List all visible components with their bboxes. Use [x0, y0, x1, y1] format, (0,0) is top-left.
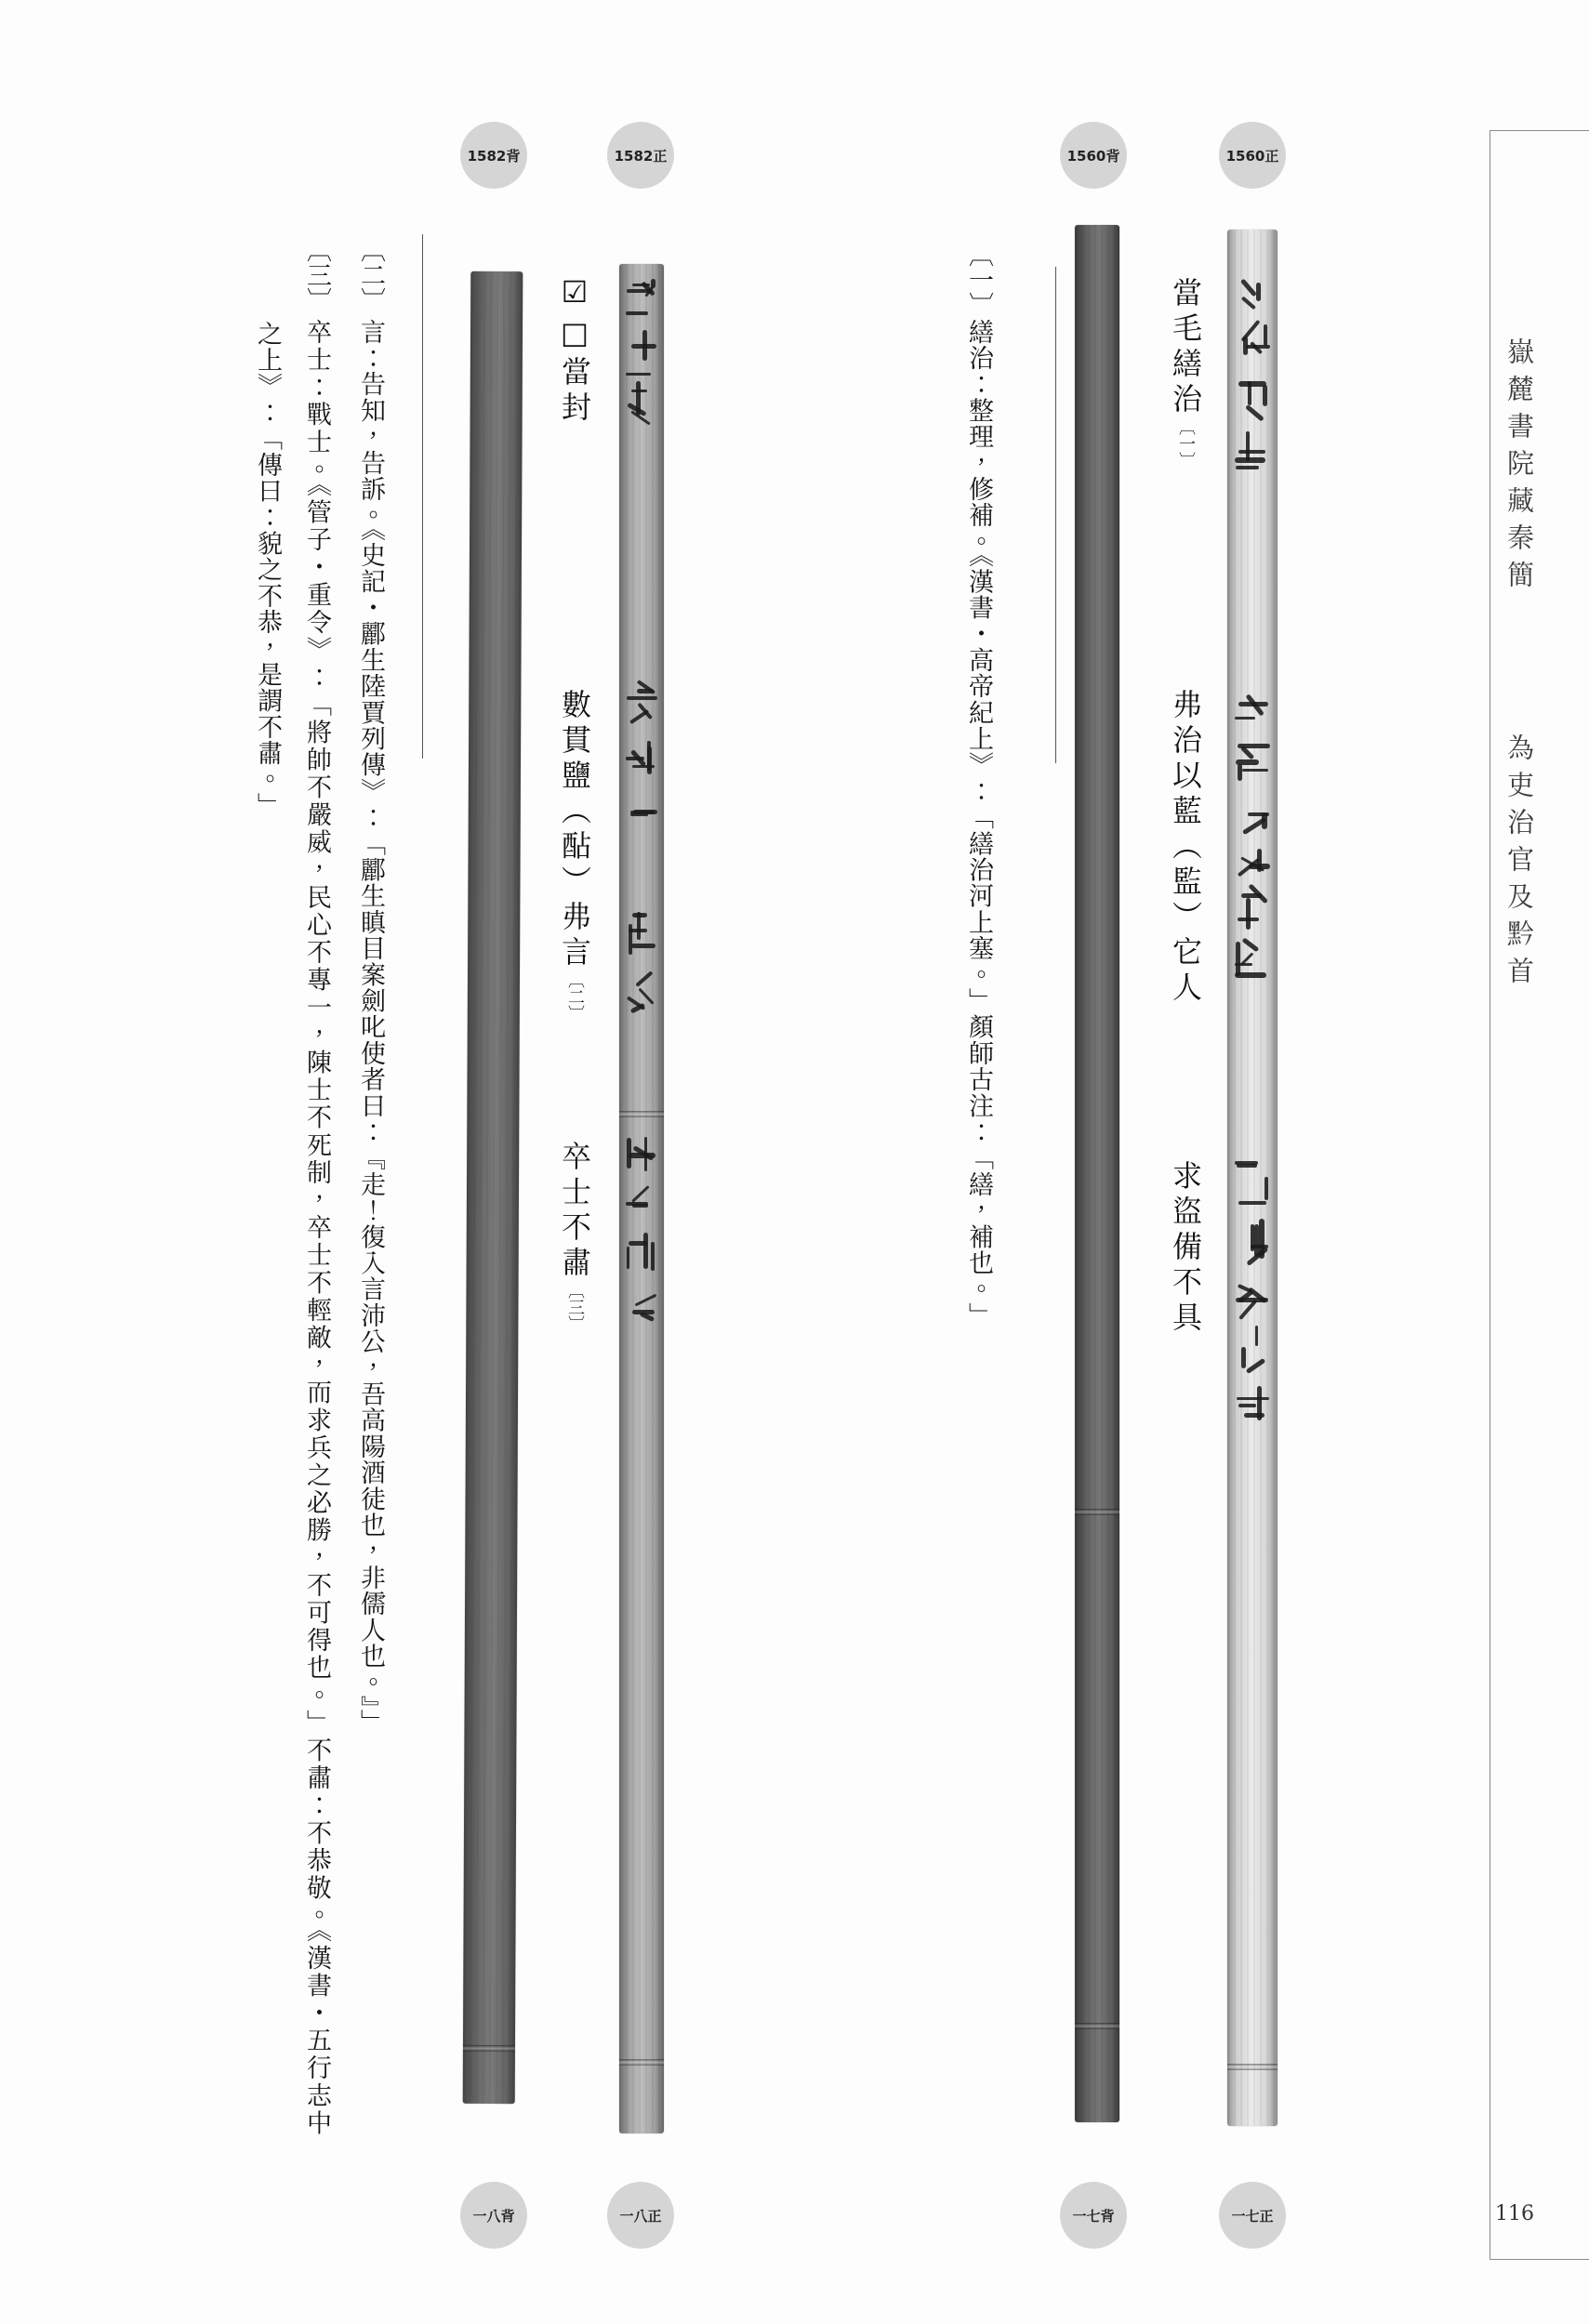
slip-1560-front-sequence: 一七正	[1219, 2182, 1286, 2249]
ink-stroke	[1243, 337, 1249, 355]
bamboo-slip-1582-back	[463, 271, 523, 2104]
ink-stroke	[1263, 385, 1267, 407]
ink-glyph	[626, 1130, 658, 1171]
note-reference: 〔三〕	[565, 1282, 585, 1332]
note-reference: 〔二〕	[565, 971, 585, 1022]
ink-stroke	[1246, 898, 1251, 930]
ink-stroke	[642, 330, 647, 361]
ink-glyph	[1235, 941, 1271, 982]
ink-stroke	[1236, 1298, 1268, 1302]
ink-glyph	[626, 1181, 658, 1221]
note-separator-rule	[1055, 267, 1056, 763]
ink-stroke	[631, 944, 655, 948]
slip-1560-back-sequence: 一七背	[1060, 2182, 1127, 2249]
slip-1582-back-number: 1582背	[460, 122, 527, 189]
slip-node	[619, 2059, 664, 2066]
ink-stroke	[629, 1153, 655, 1158]
transcription-1560-segment	[1167, 689, 1204, 1007]
transcription-1582-segment	[556, 274, 593, 427]
ink-stroke	[627, 1247, 629, 1269]
ink-stroke	[1238, 450, 1266, 453]
ink-glyph	[626, 787, 658, 832]
slip-node	[1075, 1509, 1119, 1515]
slip-node	[1075, 2023, 1119, 2029]
ink-stroke	[627, 696, 657, 700]
slip-1560-front-number: 1560正	[1219, 122, 1286, 189]
ink-stroke	[1235, 457, 1265, 463]
ink-stroke	[1240, 746, 1254, 760]
ink-stroke	[1238, 918, 1259, 922]
ink-glyph	[1235, 841, 1271, 882]
ink-stroke	[1244, 1413, 1265, 1418]
ink-stroke	[1238, 702, 1268, 706]
ink-glyph	[1235, 1160, 1271, 1205]
note-3-text: 卒士：戰士。《管子・重令》：「將帥不嚴威，民心不專一，陳士不死制，卒士不輕敵，而求兵之必勝，不可得也。」不肅：不恭敬。《漢書・五行志中	[302, 319, 331, 2138]
ink-glyph	[626, 733, 658, 778]
ink-stroke	[1246, 1358, 1265, 1374]
ink-stroke	[1256, 283, 1261, 301]
ink-stroke	[631, 1185, 649, 1203]
ink-stroke	[636, 971, 655, 987]
ink-stroke	[1264, 324, 1267, 346]
ink-glyph	[1235, 271, 1271, 314]
ink-glyph	[626, 679, 658, 723]
ink-glyph	[1235, 1270, 1271, 1314]
ink-glyph	[1235, 693, 1271, 734]
ink-glyph	[626, 373, 658, 424]
book-title: 嶽麓書院藏秦簡	[1503, 337, 1535, 598]
transcription-text: 求盜備不具	[1168, 1160, 1203, 1337]
note-1-number: 〔一〕	[964, 242, 993, 317]
ink-glyph	[1235, 891, 1271, 931]
ink-glyph	[1235, 743, 1271, 784]
transcription-text: ☑□當封	[557, 274, 592, 427]
ink-stroke	[643, 1233, 648, 1269]
slip-1582-back-sequence: 一八背	[460, 2182, 527, 2249]
note-3-text-continued: 之上》：「傳曰：貌之不恭，是謂不肅。」	[253, 321, 282, 819]
ink-stroke	[626, 373, 651, 376]
bamboo-slip-1582-front	[619, 264, 664, 2133]
ink-stroke	[629, 1241, 647, 1246]
note-2-text: 言：告知，告訴。《史記・酈生陸賈列傳》：「酈生瞋目案劍叱使者曰：『走！復入言沛公，吾高陽酒徒也，非儒人也。』」	[356, 319, 385, 1736]
ink-stroke	[1255, 1326, 1259, 1346]
transcription-1560-segment	[1167, 1160, 1204, 1337]
ink-stroke	[1235, 972, 1265, 978]
ink-glyph	[1235, 1380, 1271, 1424]
ink-stroke	[1238, 1300, 1257, 1320]
ink-stroke	[639, 988, 655, 1005]
ink-glyph	[626, 273, 658, 293]
ink-stroke	[630, 813, 648, 816]
ink-stroke	[632, 913, 647, 917]
bamboo-slip-1560-front	[1227, 230, 1278, 2126]
ink-stroke	[632, 1310, 655, 1315]
ink-stroke	[626, 311, 648, 315]
ink-glyph	[1235, 324, 1271, 366]
slip-1582-front-sequence: 一八正	[607, 2182, 674, 2249]
ink-glyph	[1235, 1325, 1271, 1369]
slip-node	[619, 1111, 664, 1117]
transcription-1582-segment	[556, 689, 593, 1022]
ink-stroke	[1245, 404, 1265, 422]
transcription-text: 當毛繕治	[1168, 277, 1203, 418]
ink-stroke	[1241, 1347, 1247, 1369]
ink-glyph	[1235, 376, 1271, 418]
ink-stroke	[1248, 812, 1268, 816]
ink-stroke	[1238, 1201, 1266, 1206]
note-2-number: 〔二〕	[356, 237, 385, 312]
ink-glyph	[626, 969, 658, 1017]
ink-stroke	[1246, 431, 1250, 461]
note-separator-rule	[422, 234, 423, 759]
ink-stroke	[1251, 1245, 1268, 1248]
ink-glyph	[1235, 427, 1271, 469]
note-reference: 〔一〕	[1176, 418, 1196, 469]
ink-glyph	[626, 1231, 658, 1272]
ink-stroke	[1236, 466, 1259, 469]
ink-stroke	[1236, 942, 1240, 976]
ink-stroke	[1242, 769, 1268, 772]
ink-stroke	[632, 284, 650, 286]
transcription-text: 數貫鹽（酟）弗言	[557, 689, 592, 971]
note-3-number: 〔三〕	[302, 237, 331, 312]
slip-1582-front-number: 1582正	[607, 122, 674, 189]
transcription-1560-segment	[1167, 277, 1204, 469]
ink-stroke	[634, 1294, 656, 1307]
page-number: 116	[1495, 2202, 1534, 2225]
ink-stroke	[1242, 937, 1260, 952]
ink-glyph	[626, 909, 658, 957]
ink-stroke	[1238, 1404, 1255, 1408]
slip-node	[463, 2045, 515, 2052]
ink-stroke	[1238, 1284, 1252, 1293]
ink-stroke	[1265, 1177, 1267, 1200]
bamboo-slip-1560-back	[1075, 225, 1119, 2122]
section-title: 為吏治官及黔首	[1503, 733, 1535, 994]
ink-stroke	[631, 390, 647, 392]
ink-stroke	[632, 1204, 648, 1208]
transcription-1582-segment	[556, 1141, 593, 1332]
ink-stroke	[636, 381, 640, 416]
ink-stroke	[1237, 1397, 1269, 1400]
ink-glyph	[626, 1281, 658, 1322]
ink-stroke	[1241, 296, 1256, 310]
ink-stroke	[1238, 764, 1241, 781]
ink-stroke	[629, 929, 648, 931]
ink-glyph	[1235, 792, 1271, 833]
ink-glyph	[626, 310, 658, 361]
ink-stroke	[1235, 717, 1255, 720]
ink-stroke	[1240, 279, 1257, 297]
transcription-text: 卒士不肅	[557, 1141, 592, 1282]
ink-glyph	[1235, 1215, 1271, 1260]
slip-1560-back-number: 1560背	[1060, 122, 1127, 189]
ink-stroke	[632, 765, 655, 769]
transcription-text: 弗治以藍（監）它人	[1168, 689, 1203, 1007]
note-1-text: 繕治：整理，修補。《漢書・高帝紀上》：「繕治河上塞。」顏師古注：「繕，補也。」	[964, 319, 993, 1329]
ink-stroke	[1248, 381, 1251, 406]
ink-stroke	[1235, 1161, 1259, 1165]
slip-node	[1227, 2064, 1278, 2070]
ink-stroke	[651, 1242, 655, 1272]
